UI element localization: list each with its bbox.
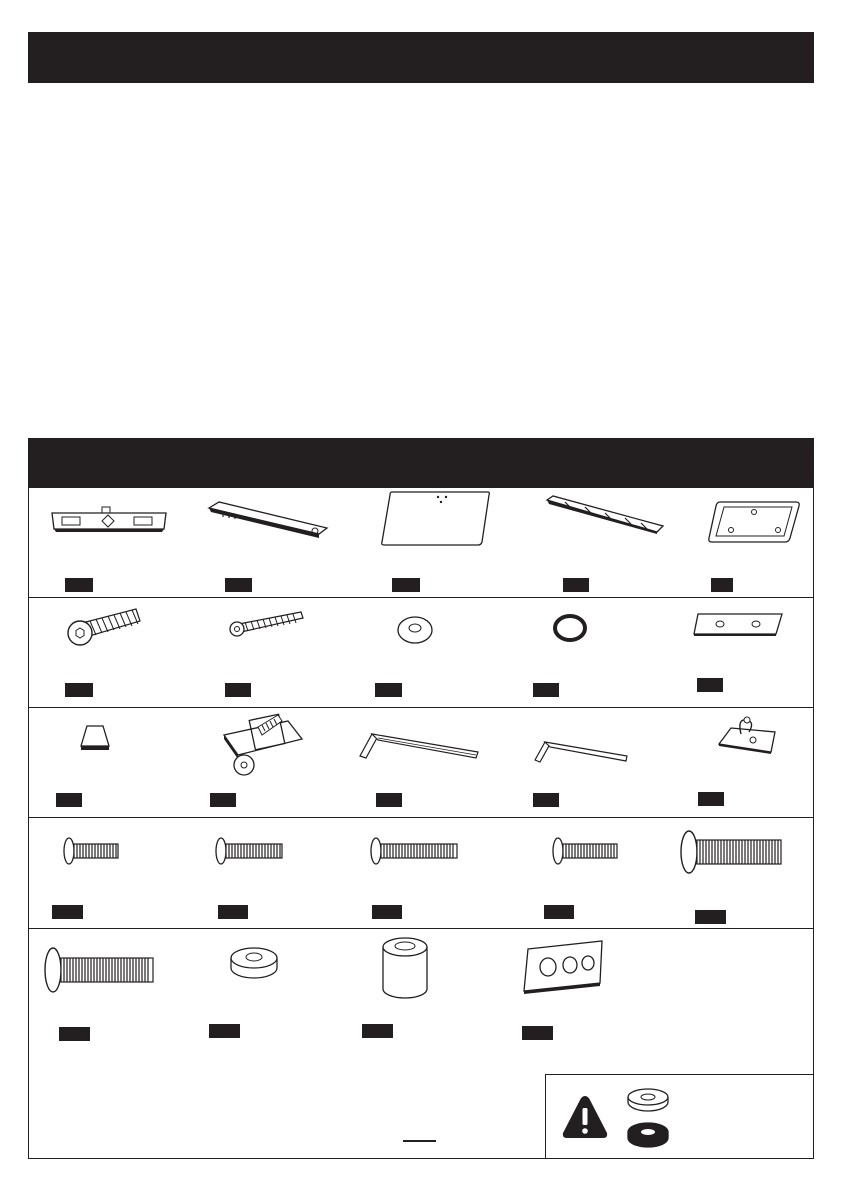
part-label-tag (376, 793, 402, 807)
clamp-with-bolt-icon (218, 713, 304, 777)
warning-triangle-icon (561, 1093, 609, 1141)
part-label-tag (225, 683, 251, 697)
part-label-tag (372, 905, 402, 919)
short-screw-icon (63, 836, 121, 866)
wall-plate-icon (50, 505, 168, 535)
part-label-tag (59, 1027, 90, 1041)
extension-arm-icon (207, 500, 329, 540)
small-screw-icon (552, 836, 620, 866)
part-label-tag (52, 905, 83, 919)
part-label-tag (697, 678, 723, 692)
large-hex-bolt-icon (66, 607, 142, 653)
part-label-tag (362, 1024, 393, 1038)
part-label-tag (392, 578, 420, 592)
extra-long-screw-icon (44, 946, 156, 994)
part-label-tag (698, 792, 724, 806)
ring-spacer-icon (229, 946, 279, 980)
section-header-bar (28, 32, 814, 83)
dark-washer-icon (626, 1121, 670, 1149)
part-label-tag (711, 578, 733, 592)
long-screw-icon (370, 836, 460, 866)
part-label-tag (218, 905, 248, 919)
light-washer-icon (626, 1087, 670, 1113)
medium-screw-icon (215, 836, 285, 866)
part-label-tag (522, 1026, 553, 1040)
part-label-tag (695, 910, 726, 924)
part-label-tag (544, 905, 574, 919)
two-hole-plate-icon (692, 612, 784, 638)
part-label-tag (375, 683, 402, 697)
row-divider (29, 817, 813, 818)
base-plate-icon (380, 490, 492, 548)
large-allen-key-icon (358, 730, 480, 764)
part-label-tag (56, 793, 82, 807)
part-label-tag (225, 578, 252, 592)
rubber-ring-icon (552, 612, 588, 644)
part-label-tag (209, 1024, 240, 1038)
rail-bracket-icon (545, 494, 665, 536)
row-divider (29, 928, 813, 929)
flat-washer-icon (396, 613, 434, 645)
underline-mark (403, 1140, 436, 1142)
part-label-tag (533, 683, 559, 697)
part-label-tag (563, 578, 589, 592)
cable-clip-icon (717, 714, 781, 754)
part-label-tag (65, 683, 93, 697)
long-hex-bolt-icon (229, 610, 305, 640)
part-label-tag (210, 793, 236, 807)
three-hole-adapter-icon (522, 939, 604, 997)
square-cap-icon (79, 724, 111, 752)
row-divider (29, 707, 813, 708)
rubber-pad-icon (706, 500, 802, 544)
row-divider (29, 597, 813, 598)
part-label-tag (65, 578, 93, 592)
large-long-screw-icon (680, 829, 784, 875)
parts-list-header-bar (28, 438, 814, 488)
parts-grid (28, 487, 814, 1159)
tube-spacer-icon (381, 935, 429, 1001)
part-label-tag (533, 793, 559, 807)
small-allen-key-icon (533, 740, 629, 766)
